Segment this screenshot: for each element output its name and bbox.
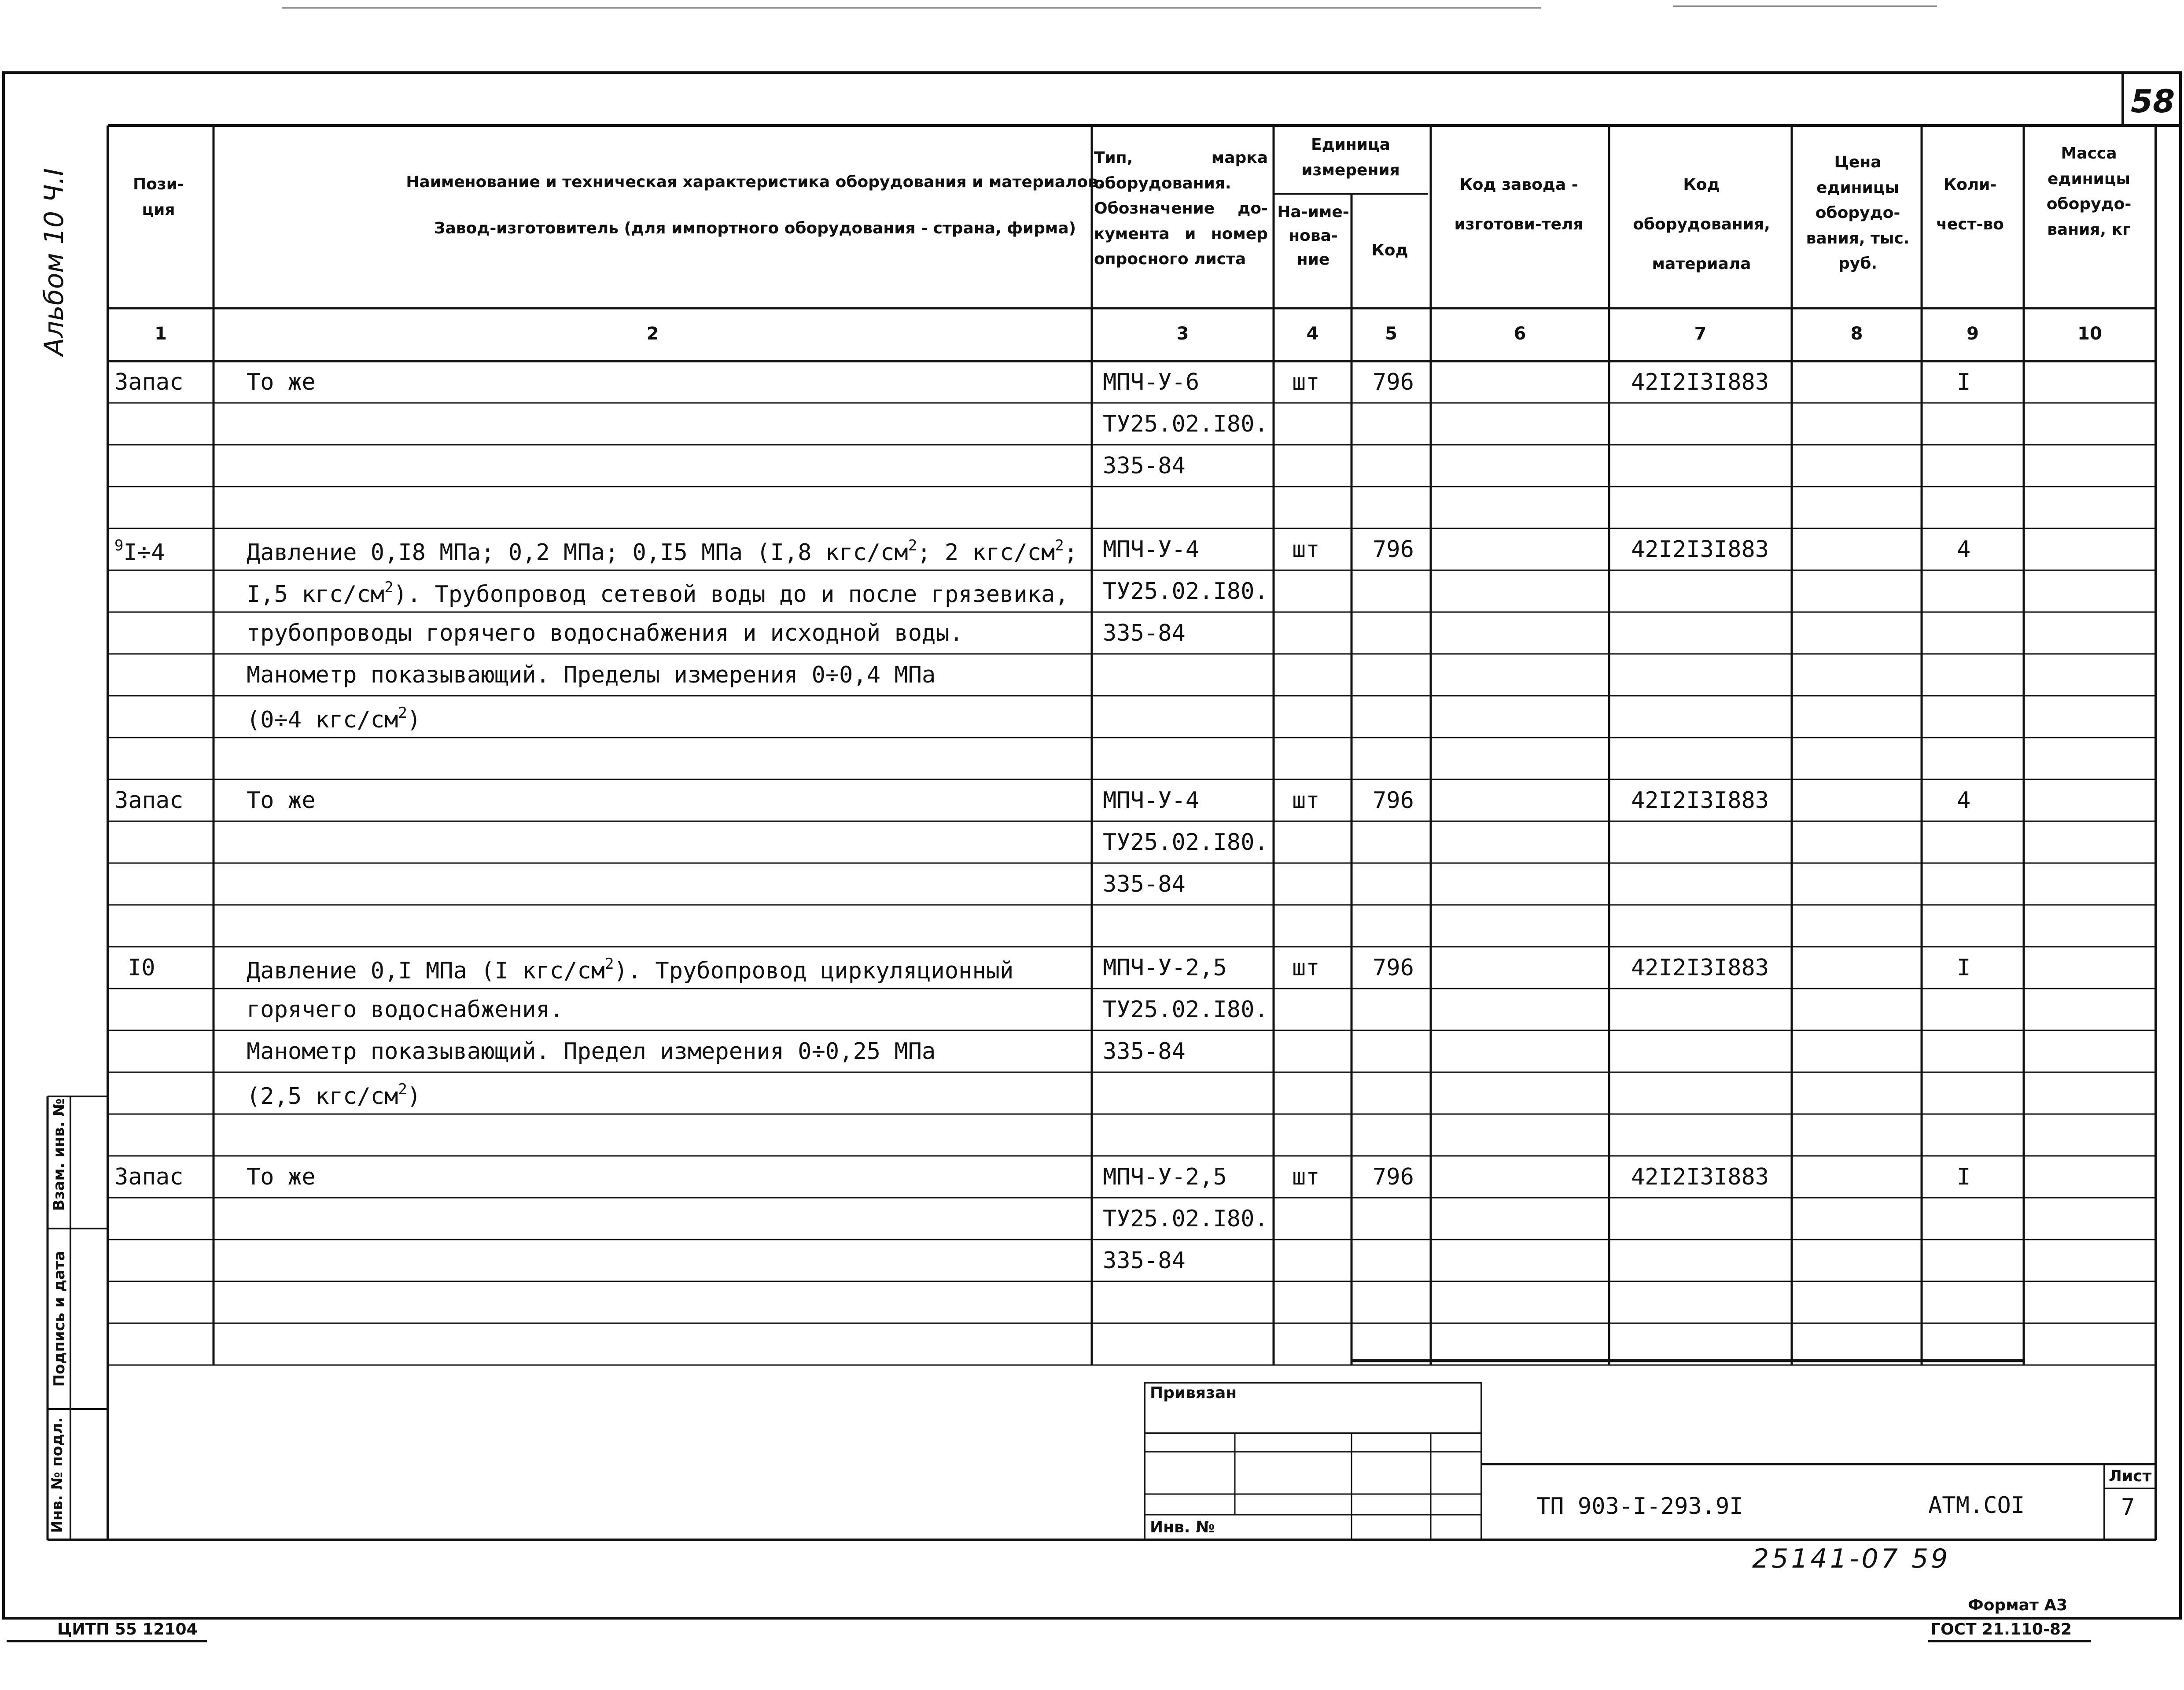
header-unit-code: Код xyxy=(1371,241,1408,259)
row-material-code: 42I2I3I883 xyxy=(1631,369,1769,395)
row-unit-name: шт xyxy=(1292,955,1320,981)
header-material-code: Код оборудования, материала xyxy=(1633,176,1770,273)
column-number: 8 xyxy=(1850,324,1863,344)
row-unit-name: шт xyxy=(1292,787,1320,814)
row-unit-name: шт xyxy=(1292,536,1320,563)
stamp-mark: АТМ.СОI xyxy=(1928,1492,2025,1519)
row-name: Манометр показывающий. Пределы измерения 0÷0,4 МПа xyxy=(247,662,936,688)
row-name: То же xyxy=(247,369,316,395)
column-number: 5 xyxy=(1385,324,1397,344)
column-number: 7 xyxy=(1694,324,1707,344)
side-label-podpis-data: Подпись и дата xyxy=(51,1251,68,1387)
row-quantity: I xyxy=(1957,955,1971,981)
footer-format: Формат А3 xyxy=(1968,1596,2068,1614)
row-name: (2,5 кгс/$см^2$) xyxy=(247,1081,421,1110)
row-name: Давление 0,I8 МПа; 0,2 МПа; 0,I5 МПа (I,8 кгс/$см^2$; 2 кгс/$см^2$; xyxy=(247,537,1078,566)
side-label-inv-podl: Инв. № подл. xyxy=(48,1417,66,1533)
row-position: I0 xyxy=(128,955,155,981)
row-material-code: 42I2I3I883 xyxy=(1631,787,1769,814)
row-name: трубопроводы горячего водоснабжения и исходной воды. xyxy=(247,620,963,646)
row-type: МПЧ-У-4 xyxy=(1103,787,1200,814)
row-name: То же xyxy=(247,1164,316,1190)
row-position: Запас xyxy=(114,369,184,395)
row-type: МПЧ-У-2,5 xyxy=(1103,1164,1227,1190)
row-quantity: 4 xyxy=(1957,787,1971,814)
row-unit-code: 796 xyxy=(1373,536,1414,563)
row-position: Запас xyxy=(114,1164,184,1190)
row-position: Запас xyxy=(114,787,184,814)
row-type: МПЧ-У-2,5 xyxy=(1103,955,1227,981)
row-type: 335-84 xyxy=(1103,620,1186,646)
row-type: ТУ25.02.I80. xyxy=(1103,411,1268,437)
header-unit-name: На-име-нова-ние xyxy=(1277,203,1349,269)
sheet-corner-number: 58 xyxy=(2131,83,2175,120)
column-number: 1 xyxy=(155,324,167,344)
row-type: МПЧ-У-4 xyxy=(1103,536,1200,563)
stamp-sheet-number: 7 xyxy=(2121,1494,2135,1520)
row-name: Давление 0,I МПа (I кгс/$см^2$). Трубопровод циркуляционный xyxy=(247,955,1014,984)
album-label: Альбом 10 Ч.I xyxy=(39,168,70,356)
header-mass: Масса единицы оборудо-вания, кг xyxy=(2046,144,2132,239)
stamp-doc-code: ТП 903-I-293.9I xyxy=(1536,1493,1743,1520)
row-unit-code: 796 xyxy=(1373,369,1414,395)
row-material-code: 42I2I3I883 xyxy=(1631,536,1769,563)
row-material-code: 42I2I3I883 xyxy=(1631,955,1769,981)
row-name: Манометр показывающий. Предел измерения 0÷0,25 МПа xyxy=(247,1038,936,1065)
handwritten-number: 25141-07 59 xyxy=(1752,1543,1951,1574)
column-number: 4 xyxy=(1306,324,1319,344)
column-number: 6 xyxy=(1514,324,1526,344)
row-type: МПЧ-У-6 xyxy=(1103,369,1200,395)
header-name-line1: Наименование и техническая характеристика оборудования и материалов. xyxy=(406,173,1104,191)
header-price: Цена единицы оборудо-вания, тыс. руб. xyxy=(1806,153,1910,273)
header-factory-code: Код завода - изготови-теля xyxy=(1454,176,1584,233)
row-type: 335-84 xyxy=(1103,1038,1186,1065)
row-unit-code: 796 xyxy=(1373,955,1414,981)
row-quantity: I xyxy=(1957,1164,1971,1190)
row-unit-code: 796 xyxy=(1373,787,1414,814)
footer-gost: ГОСТ 21.110-82 xyxy=(1930,1620,2072,1638)
header-name-line2: Завод-изготовитель (для импортного оборудования - страна, фирма) xyxy=(434,219,1076,237)
row-type: 335-84 xyxy=(1103,453,1186,479)
row-name: I,5 кгс/$см^2$). Трубопровод сетевой воды до и после грязевика, xyxy=(247,579,1069,608)
row-unit-name: шт xyxy=(1292,1164,1320,1190)
row-type: 335-84 xyxy=(1103,1247,1186,1274)
row-type: 335-84 xyxy=(1103,871,1186,897)
row-material-code: 42I2I3I883 xyxy=(1631,1164,1769,1190)
row-type: ТУ25.02.I80. xyxy=(1103,829,1268,856)
side-label-vzam-inv: Взам. инв. № xyxy=(50,1098,68,1211)
row-position: $^9$I÷4 xyxy=(114,537,165,566)
row-quantity: 4 xyxy=(1957,536,1971,563)
row-name: горячего водоснабжения. xyxy=(247,996,564,1023)
header-unit-group: Единица измерения xyxy=(1301,136,1400,179)
row-type: ТУ25.02.I80. xyxy=(1103,996,1268,1023)
footer-left-code: ЦИТП 55 12104 xyxy=(57,1620,198,1638)
column-number: 2 xyxy=(646,324,659,344)
header-type: Тип, марка оборудования. Обозначение до-кумента и номер опросного листа xyxy=(1094,149,1268,269)
row-type: ТУ25.02.I80. xyxy=(1103,1206,1268,1232)
stamp-privyazan: Привязан xyxy=(1150,1384,1237,1402)
row-name: То же xyxy=(247,787,316,814)
header-position: Пози-ция xyxy=(133,175,184,219)
stamp-inv-no: Инв. № xyxy=(1150,1518,1215,1536)
row-quantity: I xyxy=(1957,369,1971,395)
column-number: 9 xyxy=(1967,324,1979,344)
row-name: (0÷4 кгс/$см^2$) xyxy=(247,704,421,733)
row-unit-name: шт xyxy=(1292,369,1320,395)
header-quantity: Коли-чест-во xyxy=(1936,176,2004,233)
stamp-sheet-label: Лист xyxy=(2109,1467,2152,1485)
column-number: 3 xyxy=(1176,324,1189,344)
row-type: ТУ25.02.I80. xyxy=(1103,578,1268,605)
row-unit-code: 796 xyxy=(1373,1164,1414,1190)
column-number: 10 xyxy=(2077,324,2102,344)
